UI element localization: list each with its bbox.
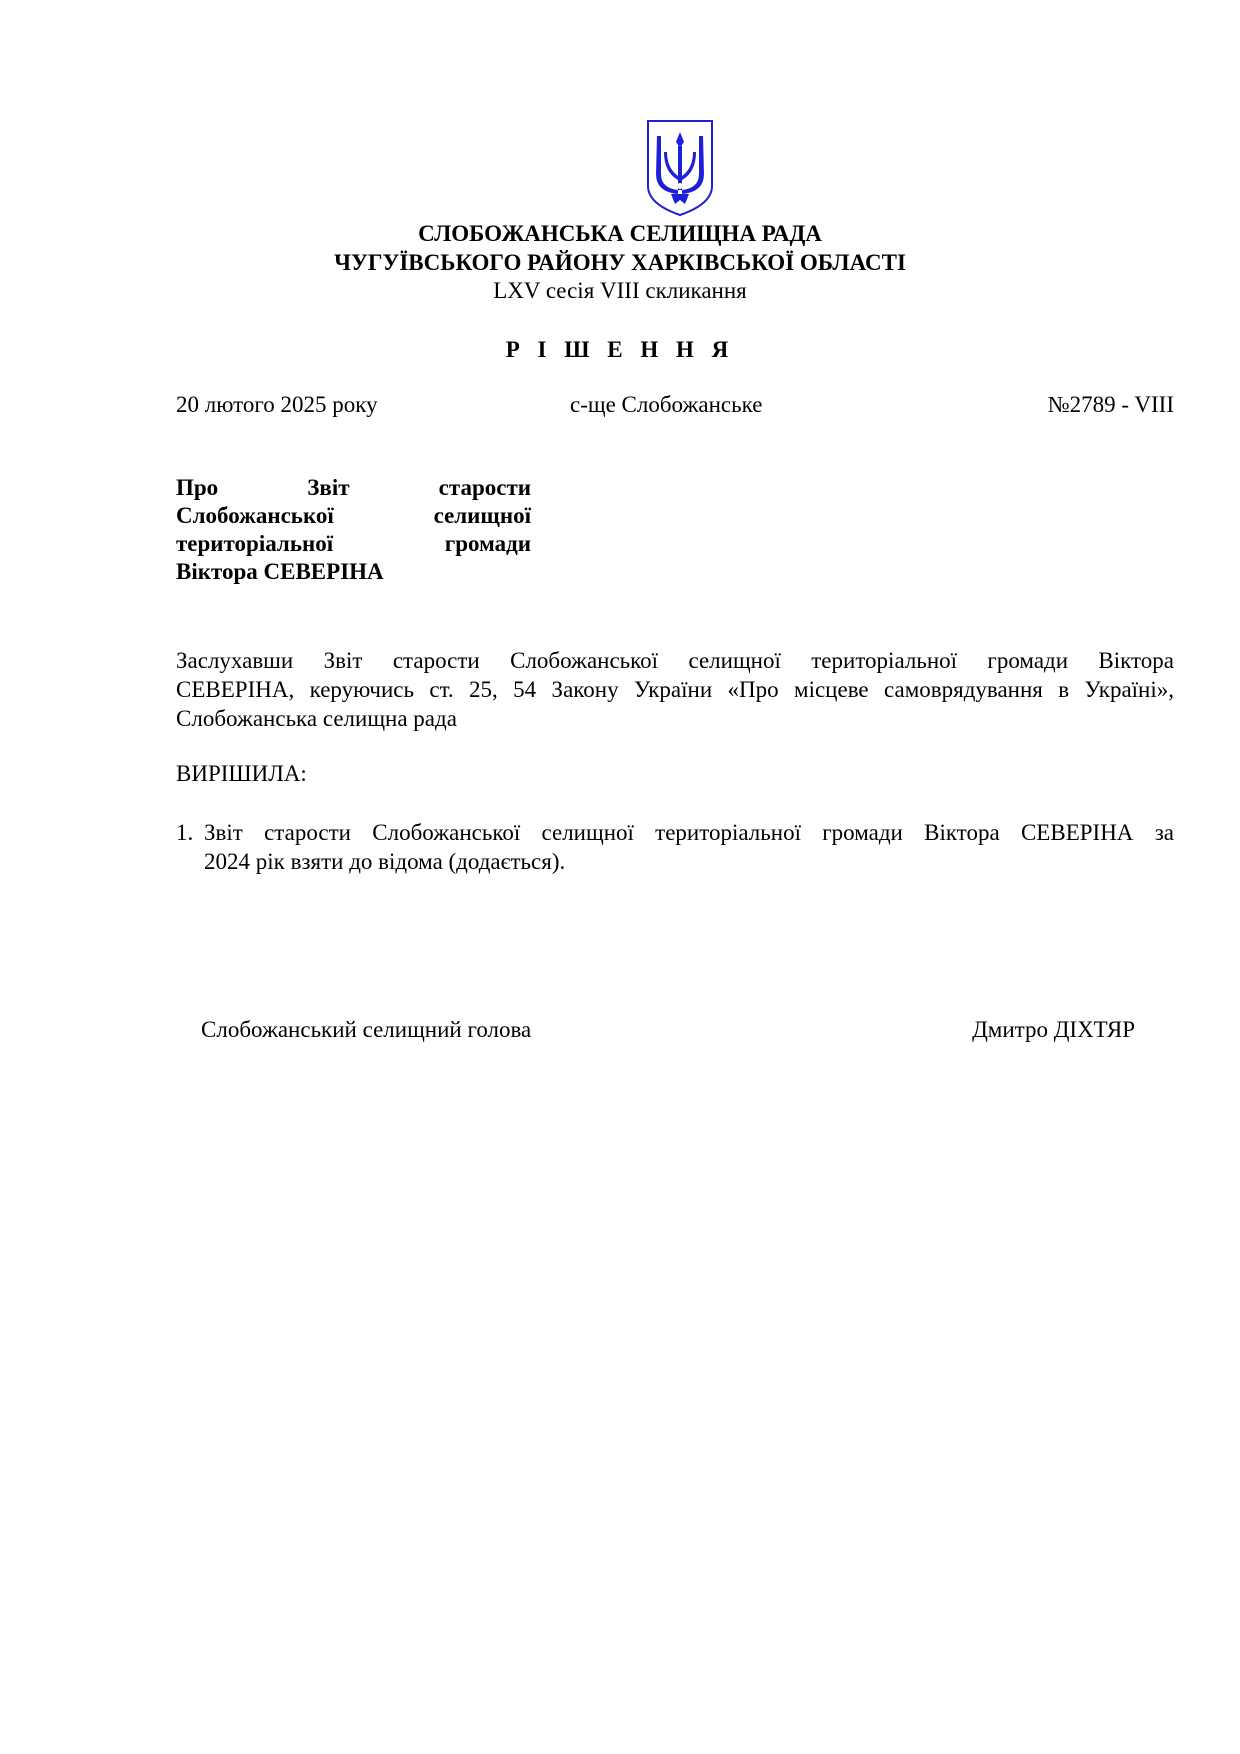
subject-word: територіальної: [176, 531, 334, 556]
trident-icon: [645, 118, 715, 218]
district-name: ЧУГУЇВСЬКОГО РАЙОНУ ХАРКІВСЬКОЇ ОБЛАСТІ: [334, 250, 906, 275]
coat-of-arms-icon: [645, 118, 715, 218]
subject-word: Віктора СЕВЕРІНА: [176, 559, 384, 584]
item-line: 2024 рік взяти до відома (додається).: [204, 849, 566, 874]
decision-subject: [176, 474, 531, 586]
item-number: 1.: [176, 820, 194, 845]
subject-word: Про: [176, 475, 219, 500]
subject-line: [176, 502, 531, 530]
decision-date: 20 лютого 2025 року: [176, 392, 378, 417]
subject-word: старости: [438, 475, 531, 500]
session-info: LXV сесія VIII скликання: [493, 278, 747, 303]
decision-place: с-ще Слобожанське: [570, 392, 763, 417]
item-text: [204, 818, 1174, 876]
decided-heading: ВИРІШИЛА:: [176, 761, 307, 786]
subject-word: громади: [444, 531, 531, 556]
signatory-name: Дмитро ДІХТЯР: [972, 1017, 1135, 1042]
document-title: Р І Ш Е Н Н Я: [505, 337, 735, 362]
preamble-line: Слобожанська селищна рада: [176, 706, 457, 731]
preamble-paragraph: [176, 646, 1174, 733]
subject-word: селищної: [433, 503, 531, 528]
decision-number: №2789 - VIII: [1047, 392, 1174, 417]
preamble-line: Заслухавши Звіт старости Слобожанської селищної територіальної громади Віктора: [176, 648, 1174, 673]
decision-item: [176, 818, 1174, 876]
subject-word: Звіт: [307, 475, 350, 500]
signatory-position: Слобожанський селищний голова: [201, 1017, 532, 1042]
preamble-line: СЕВЕРІНА, керуючись ст. 25, 54 Закону України «Про місцеве самоврядування в Україні»,: [176, 677, 1174, 702]
subject-line: [176, 530, 531, 558]
council-name: СЛОБОЖАНСЬКА СЕЛИЩНА РАДА: [418, 221, 822, 246]
item-line: Звіт старости Слобожанської селищної територіальної громади Віктора СЕВЕРІНА за: [204, 820, 1174, 845]
subject-line: [176, 558, 531, 586]
subject-word: Слобожанської: [176, 503, 334, 528]
subject-line: [176, 474, 531, 502]
